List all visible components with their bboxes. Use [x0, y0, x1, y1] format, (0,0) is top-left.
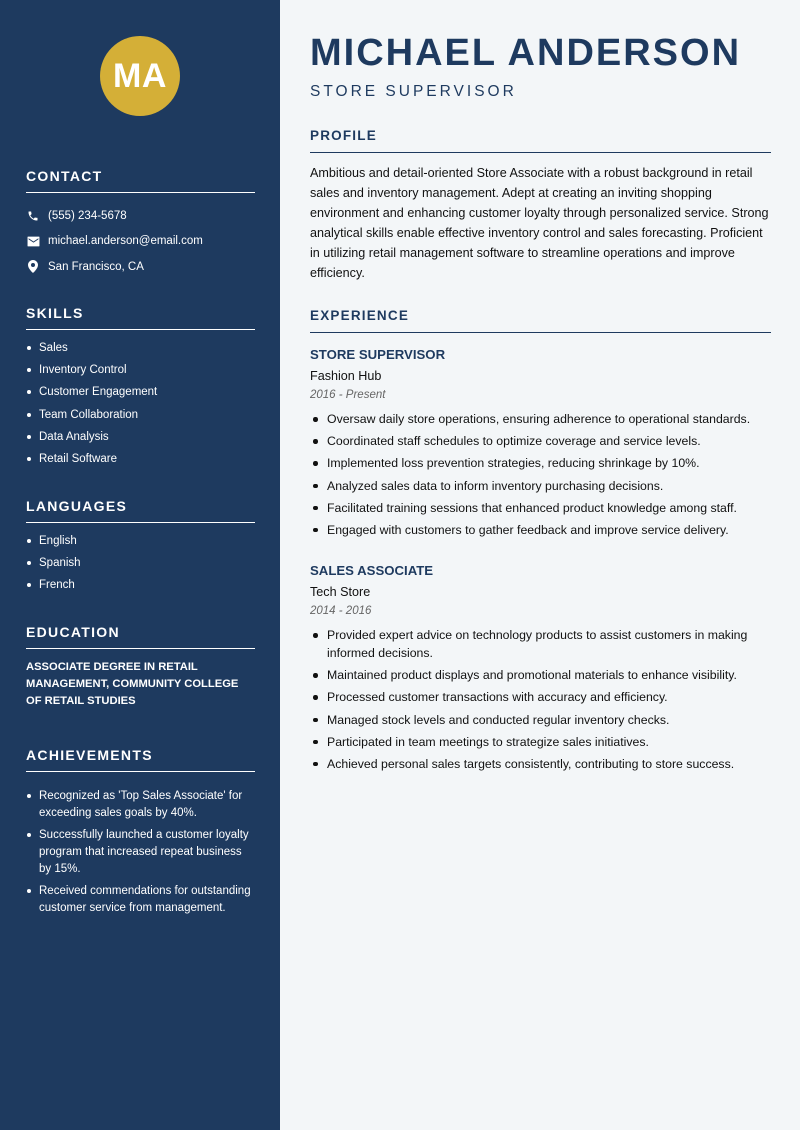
achievement-item: Received commendations for outstanding customer service from management. — [26, 883, 255, 917]
job-bullet: Maintained product displays and promotional materials to enhance visibility. — [310, 666, 771, 684]
language-item: English — [26, 534, 255, 556]
contact-location — [26, 254, 255, 280]
candidate-role: STORE SUPERVISOR — [310, 83, 517, 100]
job-bullet: Managed stock levels and conducted regular inventory checks. — [310, 711, 771, 729]
job-title: SALES ASSOCIATE — [310, 563, 434, 578]
job-title: STORE SUPERVISOR — [310, 347, 446, 362]
skill-item: Inventory Control — [26, 363, 255, 385]
profile-section — [310, 128, 771, 283]
language-item: French — [26, 578, 255, 600]
contact-section — [26, 168, 255, 280]
skills-list — [26, 341, 255, 474]
achievements-section — [26, 747, 255, 922]
job-bullet: Implemented loss prevention strategies, reducing shrinkage by 10%. — [310, 454, 771, 472]
languages-list — [26, 534, 255, 601]
phone-text: (555) 234-5678 — [48, 209, 127, 222]
job-dates: 2014 - 2016 — [310, 605, 372, 617]
sidebar — [0, 0, 280, 1130]
location-text: San Francisco, CA — [48, 260, 144, 273]
skill-item: Team Collaboration — [26, 408, 255, 430]
achievement-item: Recognized as 'Top Sales Associate' for exceeding sales goals by 40%. — [26, 788, 255, 822]
job-bullet: Achieved personal sales targets consistently, contributing to store success. — [310, 755, 771, 773]
education-heading: EDUCATION — [26, 624, 255, 649]
profile-heading: PROFILE — [310, 128, 771, 153]
achievements-list — [26, 788, 255, 917]
job-bullet: Engaged with customers to gather feedback and improve service delivery. — [310, 521, 771, 539]
experience-section — [310, 308, 771, 333]
education-section — [26, 624, 255, 710]
job-bullets — [310, 410, 771, 539]
skill-item: Sales — [26, 341, 255, 363]
languages-section — [26, 498, 255, 601]
job-bullets — [310, 626, 771, 773]
job-bullet: Processed customer transactions with accuracy and efficiency. — [310, 688, 771, 706]
location-pin-icon — [26, 260, 40, 274]
profile-text: Ambitious and detail-oriented Store Associate with a robust background in retail sales and inventory management. Adept at creating an inviting shopping environment and enhancing customer loyalty through personalized service. Strong analytical skills enable effective inventory control and sales forecasting. Proficient in utilizing retail management software to streamline operations and improve efficiency. — [310, 166, 769, 280]
avatar — [100, 36, 180, 116]
job-bullet: Participated in team meetings to strategize sales initiatives. — [310, 733, 771, 751]
achievements-heading: ACHIEVEMENTS — [26, 747, 255, 772]
job-bullet: Coordinated staff schedules to optimize coverage and service levels. — [310, 432, 771, 450]
experience-heading: EXPERIENCE — [310, 308, 771, 333]
email-icon — [26, 234, 40, 248]
contact-heading: CONTACT — [26, 168, 255, 193]
skills-heading: SKILLS — [26, 305, 255, 330]
languages-heading: LANGUAGES — [26, 498, 255, 523]
avatar-initials: MA — [113, 56, 167, 95]
skill-item: Customer Engagement — [26, 385, 255, 407]
skill-item: Retail Software — [26, 452, 255, 474]
skills-section — [26, 305, 255, 474]
job-entry — [310, 347, 771, 543]
candidate-name: MICHAEL ANDERSON — [310, 32, 742, 74]
job-dates: 2016 - Present — [310, 389, 386, 401]
job-company: Fashion Hub — [310, 369, 382, 383]
achievement-item: Successfully launched a customer loyalty program that increased repeat business by 15%. — [26, 827, 255, 878]
job-bullet: Oversaw daily store operations, ensuring adherence to operational standards. — [310, 410, 771, 428]
phone-icon — [26, 209, 40, 223]
job-entry — [310, 563, 771, 777]
email-text: michael.anderson@email.com — [48, 235, 203, 248]
skill-item: Data Analysis — [26, 430, 255, 452]
language-item: Spanish — [26, 556, 255, 578]
job-bullet: Analyzed sales data to inform inventory purchasing decisions. — [310, 477, 771, 495]
contact-email — [26, 229, 255, 255]
job-company: Tech Store — [310, 585, 371, 599]
job-bullet: Provided expert advice on technology products to assist customers in making informed decisions. — [310, 626, 771, 662]
job-bullet: Facilitated training sessions that enhanced product knowledge among staff. — [310, 499, 771, 517]
contact-phone — [26, 203, 255, 229]
education-text: ASSOCIATE DEGREE IN RETAIL MANAGEMENT, COMMUNITY COLLEGE OF RETAIL STUDIES — [26, 661, 239, 707]
